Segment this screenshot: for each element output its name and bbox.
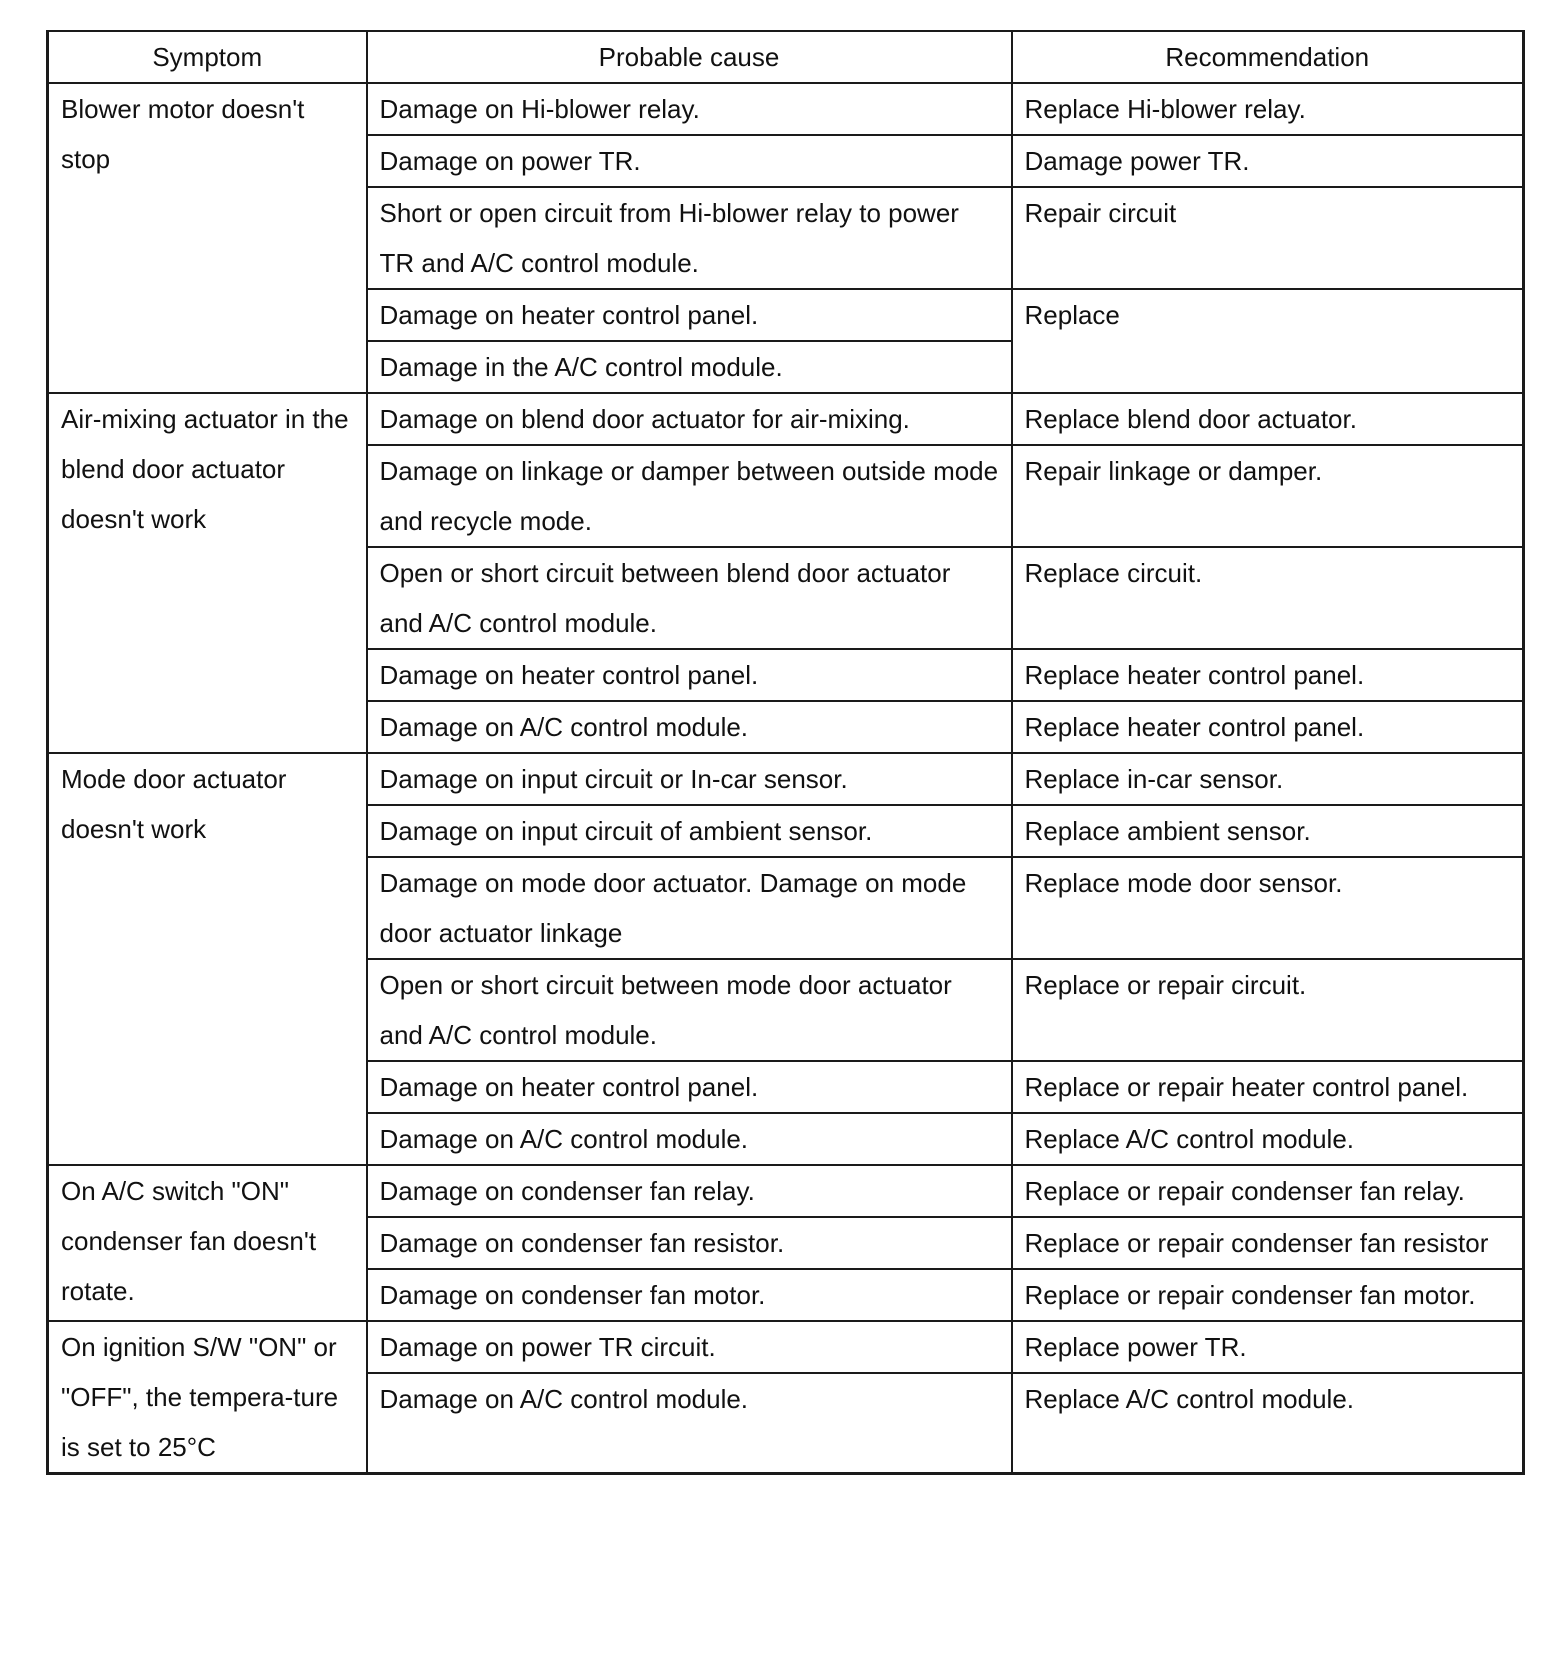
recommendation-cell: Replace or repair condenser fan relay. — [1012, 1165, 1524, 1217]
recommendation-cell: Replace ambient sensor. — [1012, 805, 1524, 857]
recommendation-cell: Replace — [1012, 289, 1524, 393]
recommendation-cell: Replace A/C control module. — [1012, 1373, 1524, 1473]
cause-cell: Open or short circuit between blend door actuator and A/C control module. — [367, 547, 1012, 649]
cause-cell: Damage on mode door actuator. Damage on mode door actuator linkage — [367, 857, 1012, 959]
recommendation-cell: Replace blend door actuator. — [1012, 393, 1524, 445]
cause-cell: Damage on linkage or damper between outside mode and recycle mode. — [367, 445, 1012, 547]
troubleshooting-table — [46, 30, 1525, 1475]
cause-cell: Short or open circuit from Hi-blower relay to power TR and A/C control module. — [367, 187, 1012, 289]
recommendation-cell: Replace or repair condenser fan motor. — [1012, 1269, 1524, 1321]
recommendation-cell: Replace or repair circuit. — [1012, 959, 1524, 1061]
table-row — [48, 83, 1524, 135]
cause-cell: Damage on power TR. — [367, 135, 1012, 187]
symptom-cell: On A/C switch "ON" condenser fan doesn't rotate. — [48, 1165, 367, 1321]
cause-cell: Damage on A/C control module. — [367, 701, 1012, 753]
cause-cell: Damage on blend door actuator for air-mixing. — [367, 393, 1012, 445]
header-symptom: Symptom — [48, 31, 367, 83]
recommendation-cell: Replace A/C control module. — [1012, 1113, 1524, 1165]
cause-cell: Damage on heater control panel. — [367, 289, 1012, 341]
recommendation-cell: Replace or repair condenser fan resistor — [1012, 1217, 1524, 1269]
recommendation-cell: Replace or repair heater control panel. — [1012, 1061, 1524, 1113]
recommendation-cell: Replace heater control panel. — [1012, 701, 1524, 753]
cause-cell: Damage on heater control panel. — [367, 1061, 1012, 1113]
cause-cell: Damage on heater control panel. — [367, 649, 1012, 701]
recommendation-cell: Damage power TR. — [1012, 135, 1524, 187]
recommendation-cell: Repair circuit — [1012, 187, 1524, 289]
table-row — [48, 393, 1524, 445]
header-probable-cause: Probable cause — [367, 31, 1012, 83]
cause-cell: Open or short circuit between mode door actuator and A/C control module. — [367, 959, 1012, 1061]
symptom-cell: Mode door actuator doesn't work — [48, 753, 367, 1165]
recommendation-cell: Replace in-car sensor. — [1012, 753, 1524, 805]
recommendation-cell: Replace heater control panel. — [1012, 649, 1524, 701]
cause-cell: Damage on input circuit of ambient sensor. — [367, 805, 1012, 857]
cause-cell: Damage on power TR circuit. — [367, 1321, 1012, 1373]
symptom-cell: Blower motor doesn't stop — [48, 83, 367, 393]
cause-cell: Damage on Hi-blower relay. — [367, 83, 1012, 135]
table-row — [48, 1165, 1524, 1217]
header-row — [48, 31, 1524, 83]
table-row — [48, 753, 1524, 805]
recommendation-cell: Replace Hi-blower relay. — [1012, 83, 1524, 135]
cause-cell: Damage on condenser fan motor. — [367, 1269, 1012, 1321]
cause-cell: Damage on condenser fan resistor. — [367, 1217, 1012, 1269]
recommendation-cell: Replace mode door sensor. — [1012, 857, 1524, 959]
cause-cell: Damage in the A/C control module. — [367, 341, 1012, 393]
table-row — [48, 1321, 1524, 1373]
symptom-cell: On ignition S/W "ON" or "OFF", the tempera-ture is set to 25°C — [48, 1321, 367, 1474]
recommendation-cell: Replace power TR. — [1012, 1321, 1524, 1373]
recommendation-cell: Replace circuit. — [1012, 547, 1524, 649]
cause-cell: Damage on A/C control module. — [367, 1373, 1012, 1473]
cause-cell: Damage on condenser fan relay. — [367, 1165, 1012, 1217]
cause-cell: Damage on A/C control module. — [367, 1113, 1012, 1165]
header-recommendation: Recommendation — [1012, 31, 1524, 83]
symptom-cell: Air-mixing actuator in the blend door actuator doesn't work — [48, 393, 367, 753]
cause-cell: Damage on input circuit or In-car sensor. — [367, 753, 1012, 805]
recommendation-cell: Repair linkage or damper. — [1012, 445, 1524, 547]
